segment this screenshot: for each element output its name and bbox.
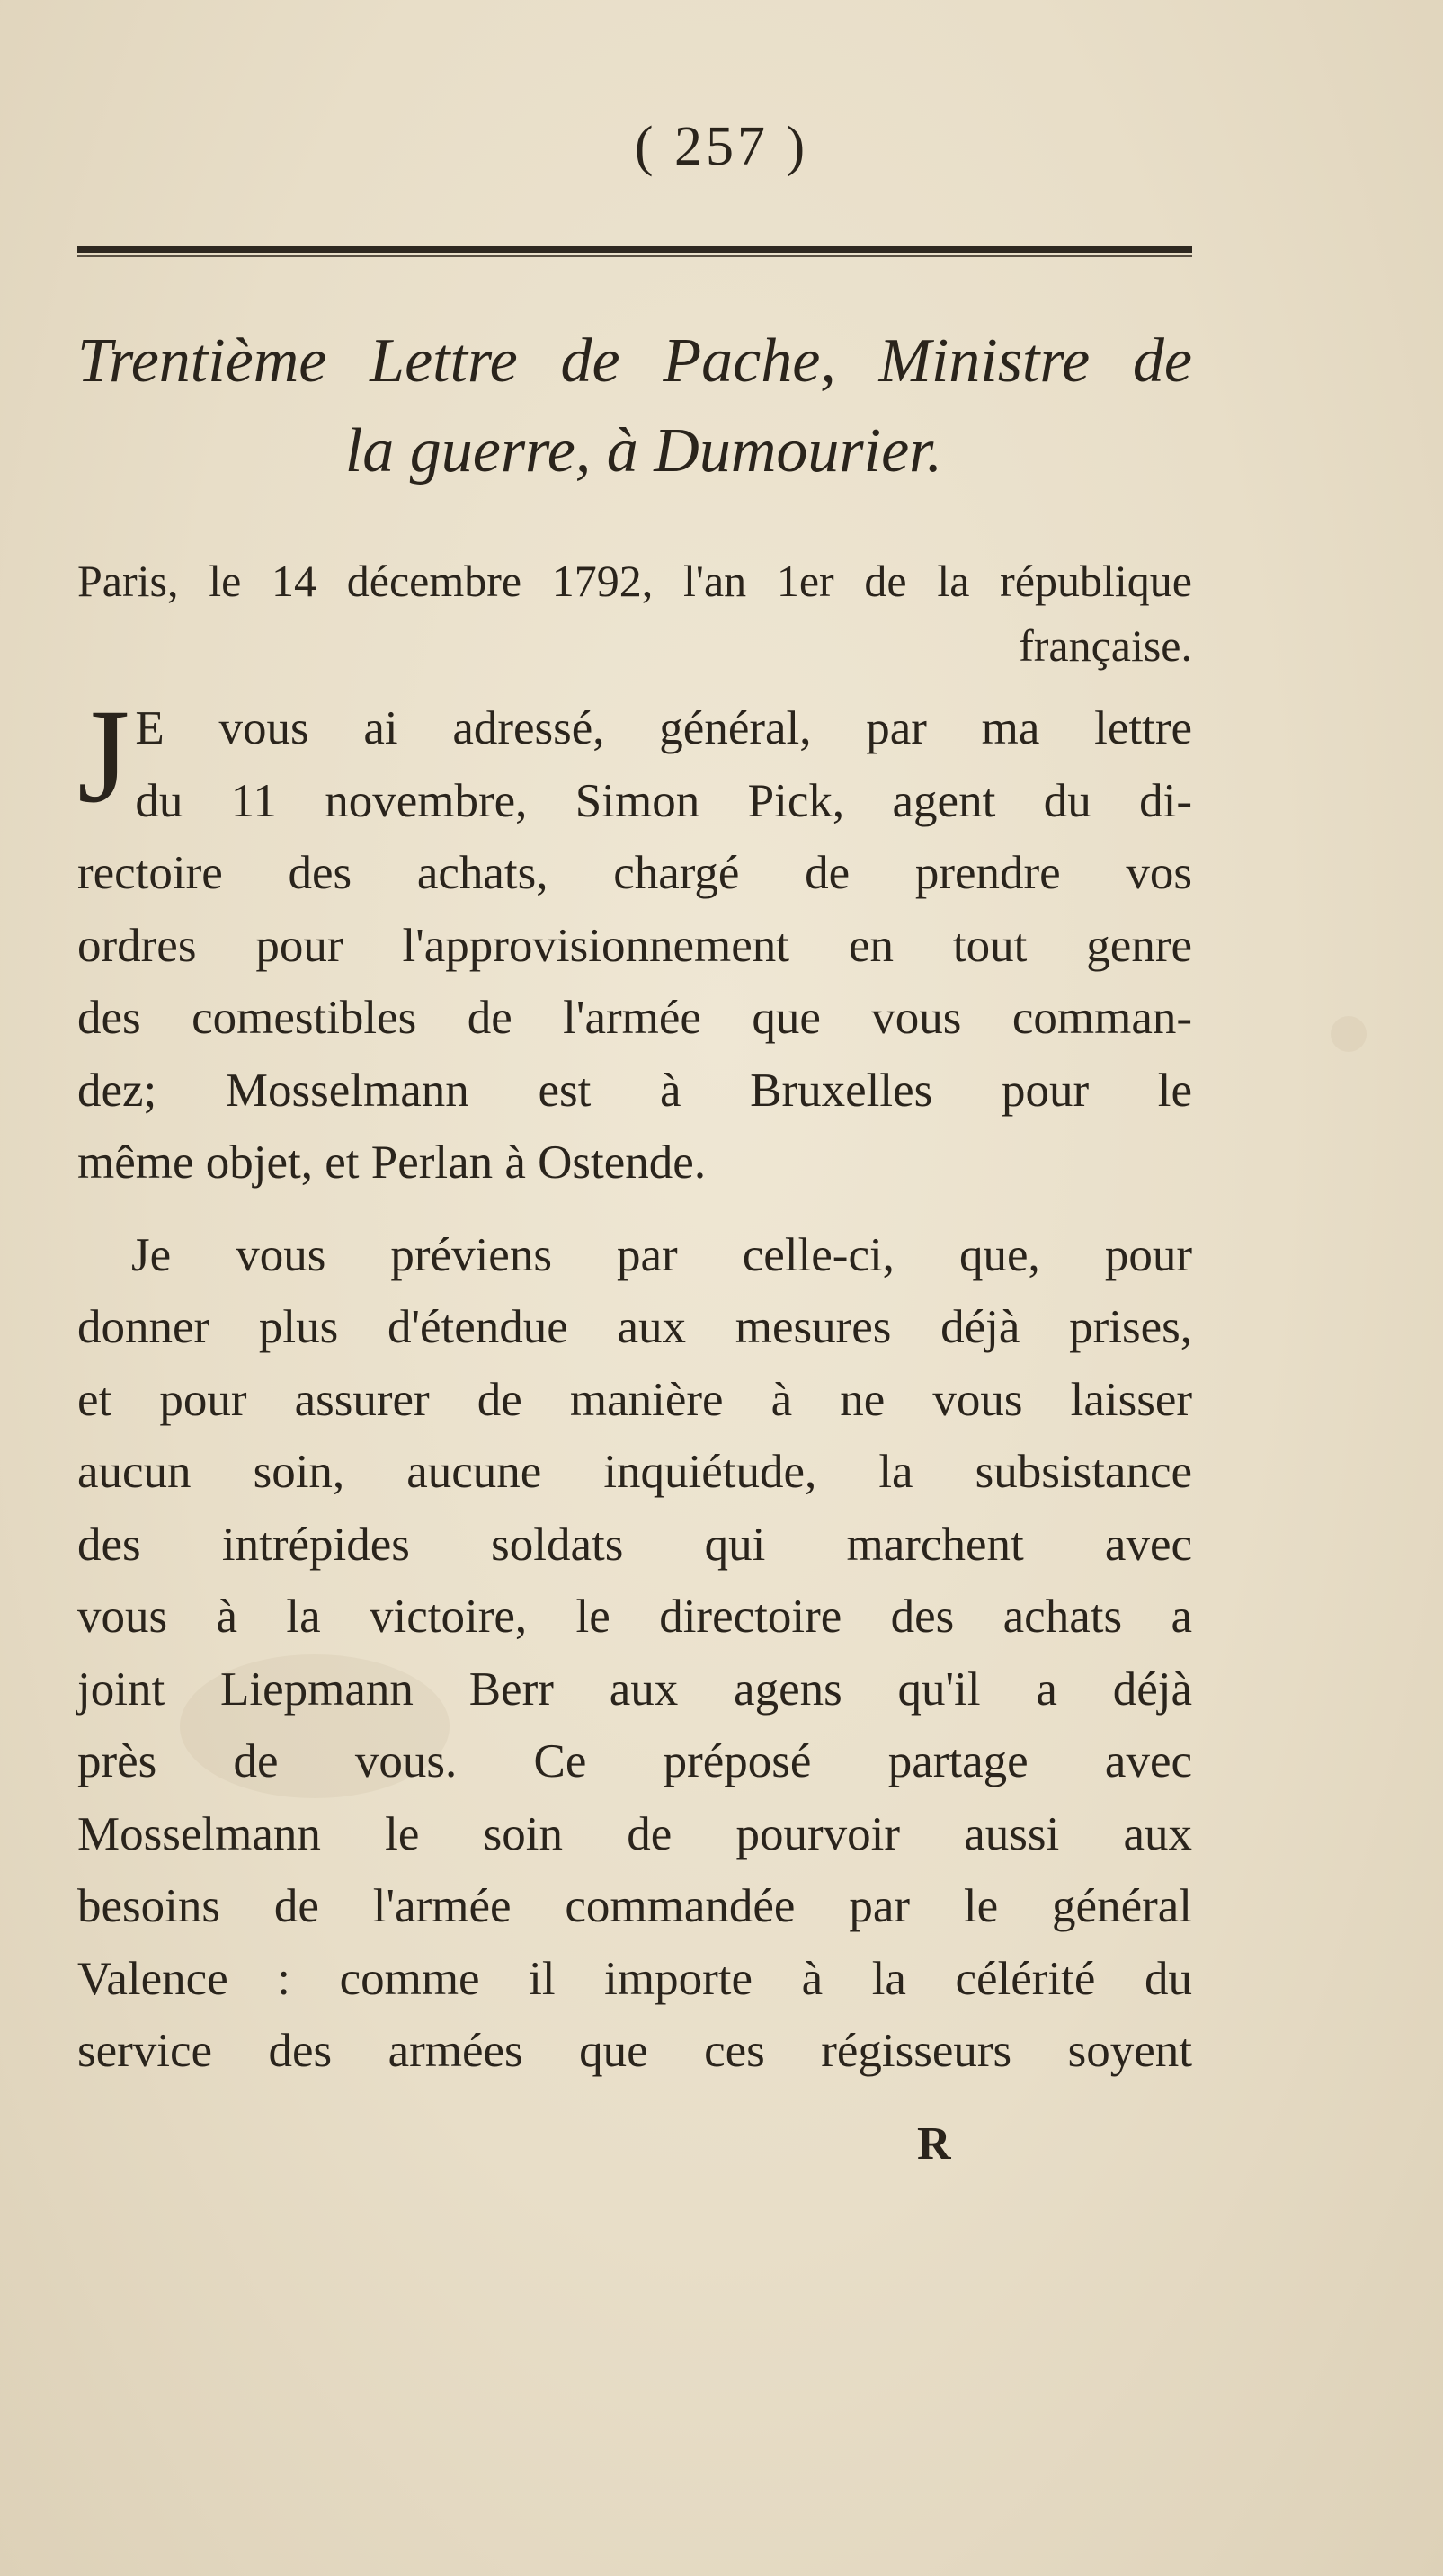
text-line: aucun soin, aucune inquiétude, la subsistance <box>77 1446 1192 1498</box>
dateline-line-2: française. <box>1019 620 1192 671</box>
drop-cap: J <box>77 682 130 831</box>
text-line: ordres pour l'approvisionnement en tout genre <box>77 919 1192 972</box>
dateline <box>77 548 1192 678</box>
paper-stain <box>1331 1016 1367 1052</box>
text-line: même objet, et Perlan à Ostende. <box>77 1136 707 1189</box>
text-line: Valence : comme il importe à la célérité du <box>77 1952 1192 2005</box>
letter-title <box>77 316 1192 496</box>
page-number: ( 257 ) <box>634 116 809 177</box>
letter-title-line-1: Trentième Lettre de Pache, Ministre de <box>77 326 1192 396</box>
text-line: et pour assurer de manière à ne vous laisser <box>77 1373 1192 1426</box>
paragraph-1 <box>77 682 1192 1199</box>
text-line: service des armées que ces régisseurs soyent <box>77 2025 1192 2077</box>
dateline-line-1: Paris, le 14 décembre 1792, l'an 1er de la république <box>77 556 1192 606</box>
text-line: des intrépides soldats qui marchent avec <box>77 1518 1192 1571</box>
letter-body <box>77 682 1192 2088</box>
text-line: Je vous préviens par celle-ci, que, pour <box>131 1228 1192 1281</box>
text-line: vous à la victoire, le directoire des achats a <box>77 1591 1192 1643</box>
text-line: du 11 novembre, Simon Pick, agent du di- <box>135 774 1192 827</box>
text-line: Mosselmann le soin de pourvoir aussi aux <box>77 1807 1192 1860</box>
text-line: rectoire des achats, chargé de prendre vos <box>77 847 1192 899</box>
text-line: joint Liepmann Berr aux agens qu'il a déjà <box>77 1662 1192 1716</box>
text-line: E vous ai adressé, général, par ma lettre <box>135 702 1192 754</box>
text-line: près de vous. Ce préposé partage avec <box>77 1735 1192 1787</box>
signature-mark: R <box>917 2118 951 2170</box>
paragraph-2 <box>77 1219 1192 2088</box>
text-line: besoins de l'armée commandée par le général <box>77 1880 1192 1932</box>
text-line: des comestibles de l'armée que vous comman- <box>77 992 1192 1044</box>
letter-title-line-2: la guerre, à Dumourier. <box>344 416 943 486</box>
header-rule <box>77 246 1192 257</box>
text-line: dez; Mosselmann est à Bruxelles pour le <box>77 1064 1192 1117</box>
text-line: donner plus d'étendue aux mesures déjà prises, <box>77 1301 1192 1353</box>
